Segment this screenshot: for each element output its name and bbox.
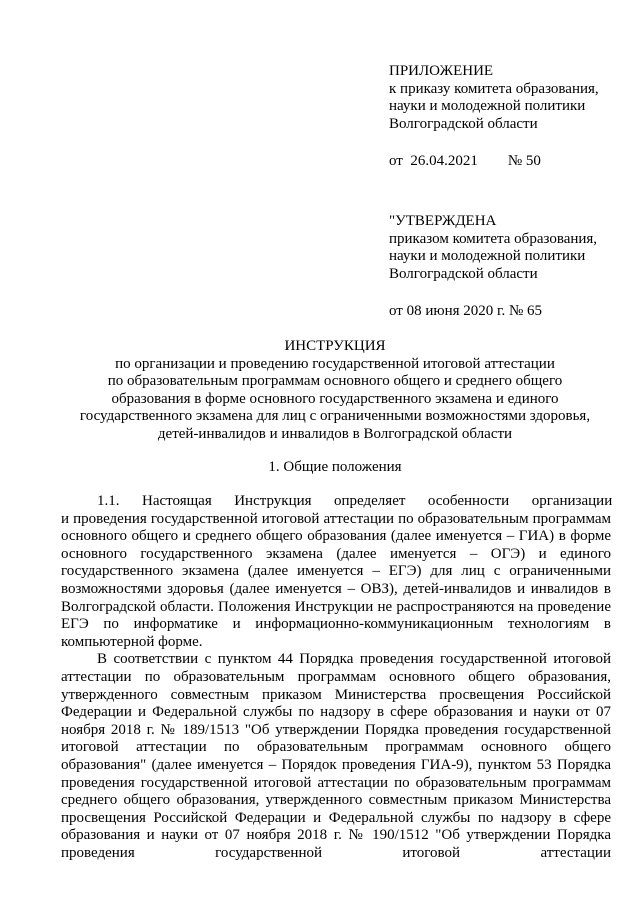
annex-title: ПРИЛОЖЕНИЕ [389, 63, 494, 79]
approved-line: науки и молодежной политики [389, 248, 586, 265]
approved-line: Волгоградской области [389, 265, 538, 282]
annex-date-line: от 26.04.2021 № 50 [389, 153, 541, 170]
title-line: детей-инвалидов и инвалидов в Волгоградской области [157, 425, 513, 442]
approved-line: приказом комитета образования, [389, 230, 598, 247]
annex-line: науки и молодежной политики [389, 98, 586, 115]
title-line: по организации и проведению государственной итоговой аттестации [115, 355, 555, 372]
document-title [40, 338, 630, 444]
approved-title: "УТВЕРЖДЕНА [389, 212, 497, 229]
paragraph-1-body: и проведения государственной итоговой аттестации по образовательным программам основного общего и среднего общего образования (далее именуется – ГИА) в форме основного государственного экзамена (далее именуется – ОГЭ) и единого государственного экзамена (далее именуется – ЕГЭ) для лиц с ограниченными возможностями здоровья (далее именуется – ОВЗ), детей-инвалидов и инвалидов в Волгоградской области. Положения Инструкции не распространяются на проведение ЕГЭ по информатике и информационно-коммуникационным технологиям в компьютерной форме. [61, 510, 611, 650]
paragraph-2: В соответствии с пунктом 44 Порядка проведения государственной итоговой аттестации по образовательным программам основного общего образования, утвержденного совместным приказом Министерства просвещения Российской Федерации и Федеральной службы по надзору в сфере образования и науки от 07 ноября 2018 г. № 189/1513 "Об утверждении Порядка проведения государственной итоговой аттестации по образовательным программам основного общего образования" (далее именуется – Порядок проведения ГИА-9), пунктом 53 Порядка проведения государственной итоговой аттестации по образовательным программам среднего общего образования, утвержденного совместным приказом Министерства просвещения Российской Федерации и Федеральной службы по надзору в сфере образования и науки от 07 ноября 2018 г. № 190/1512 "Об утверждении Порядка проведения государственной итоговой аттестации [61, 651, 611, 861]
header-block [389, 63, 629, 321]
annex-line: Волгоградской области [389, 115, 538, 132]
title-line: государственного экзамена для лиц с ограниченными возможностями здоровья, [79, 408, 591, 425]
section-heading: 1. Общие положения [268, 459, 402, 475]
title-line: образования в форме основного государственного экзамена и единого [111, 390, 559, 407]
document-body [61, 493, 611, 862]
paragraph-1-first-line: 1.1. Настоящая Инструкция определяет особенности организации [97, 493, 613, 509]
title-heading: ИНСТРУКЦИЯ [284, 338, 386, 354]
approved-date-line: от 08 июня 2020 г. № 65 [389, 303, 543, 320]
title-line: по образовательным программам основного общего и среднего общего [107, 373, 563, 390]
annex-line: к приказу комитета образования, [389, 80, 599, 97]
